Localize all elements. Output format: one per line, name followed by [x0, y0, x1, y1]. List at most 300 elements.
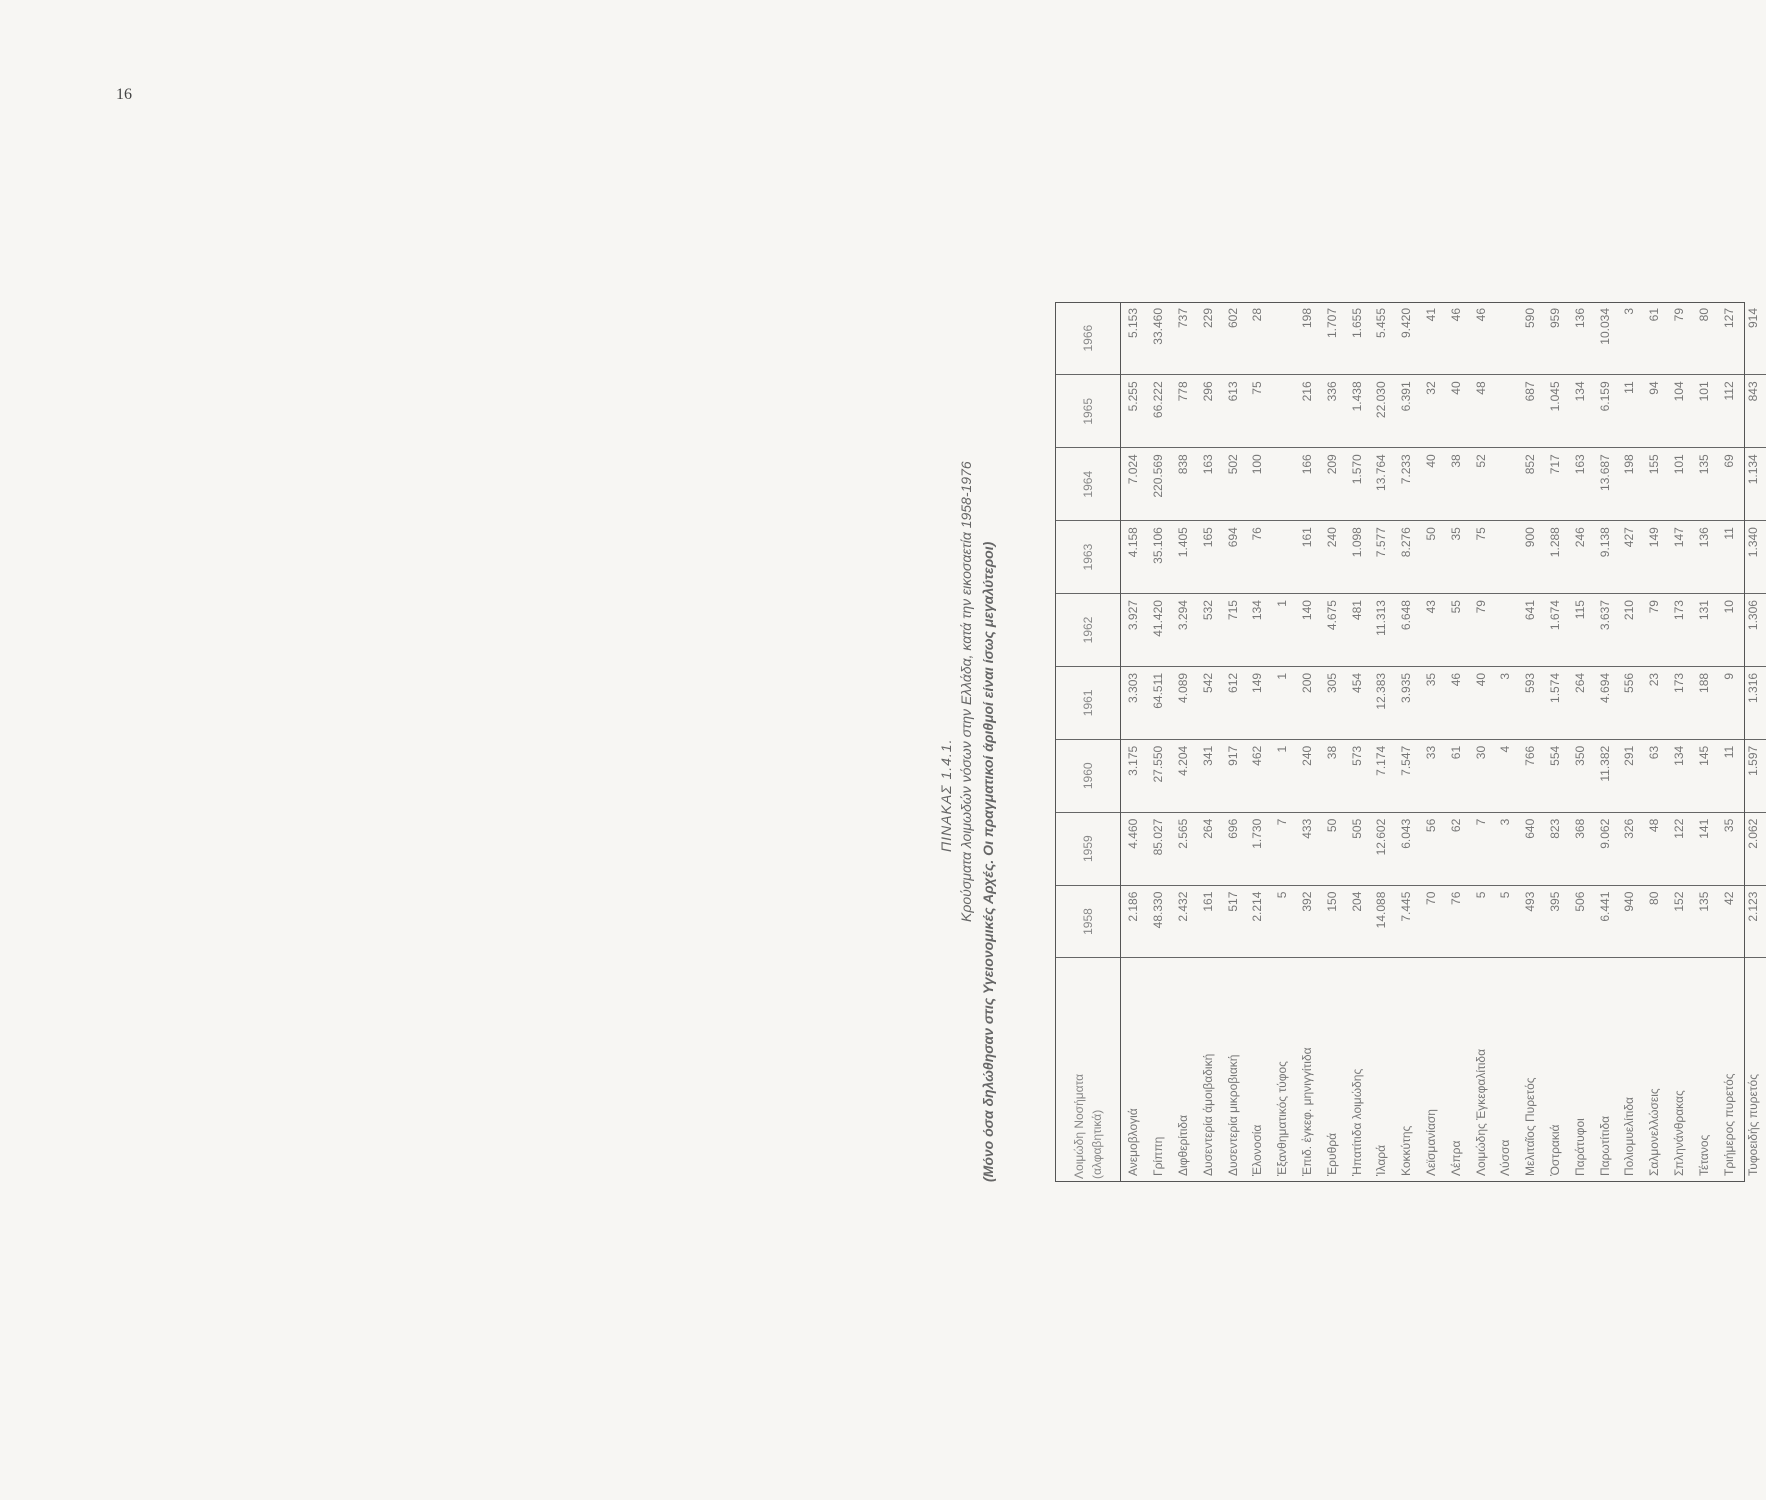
case-count-1962: 79 — [1468, 594, 1493, 667]
table-row — [1667, 302, 1692, 1182]
case-count-1961: 3 — [1493, 666, 1518, 739]
disease-name: Σπληνάνθρακας — [1667, 958, 1692, 1182]
year-header-1962: 1962 — [1055, 594, 1121, 667]
case-count-1959: 640 — [1518, 812, 1543, 885]
case-count-1961: 612 — [1220, 666, 1245, 739]
year-header-1964: 1964 — [1055, 448, 1121, 521]
case-count-1963: 7.577 — [1369, 521, 1394, 594]
case-count-1958: 395 — [1543, 885, 1568, 958]
case-count-1959: 433 — [1295, 812, 1320, 885]
case-count-1963: 8.276 — [1394, 521, 1419, 594]
case-count-1964: 838 — [1171, 448, 1196, 521]
case-count-1964: 502 — [1220, 448, 1245, 521]
table-captions — [930, 302, 1055, 1182]
case-count-1961: 35 — [1419, 666, 1444, 739]
table-row — [1369, 302, 1394, 1182]
disease-name: Διφθερίτιδα — [1171, 958, 1196, 1182]
case-count-1962: 55 — [1443, 594, 1468, 667]
disease-name: Λοιμώδης Ἐγκεφαλίτιδα — [1468, 958, 1493, 1182]
case-count-1960: 1 — [1270, 739, 1295, 812]
case-count-1961: 556 — [1617, 666, 1642, 739]
table-row — [1468, 302, 1493, 1182]
disease-name: Ἐπιδ. ἐγκεφ. μηνιγγίτιδα — [1295, 958, 1320, 1182]
case-count-1963: 11 — [1716, 521, 1741, 594]
case-count-1961: 1.316 — [1741, 666, 1766, 739]
case-count-1966: 61 — [1642, 302, 1667, 375]
case-count-1964: 166 — [1295, 448, 1320, 521]
case-count-1962: 134 — [1245, 594, 1270, 667]
case-count-1959: 264 — [1195, 812, 1220, 885]
case-count-1960: 30 — [1468, 739, 1493, 812]
case-count-1962: 41.420 — [1146, 594, 1171, 667]
case-count-1960: 291 — [1617, 739, 1642, 812]
case-count-1958: 506 — [1567, 885, 1592, 958]
case-count-1963: 35.106 — [1146, 521, 1171, 594]
case-count-1958: 940 — [1617, 885, 1642, 958]
table-row — [1716, 302, 1741, 1182]
case-count-1963: 50 — [1419, 521, 1444, 594]
case-count-1959: 7 — [1468, 812, 1493, 885]
case-count-1963: 35 — [1443, 521, 1468, 594]
case-count-1961: 593 — [1518, 666, 1543, 739]
year-header-1963: 1963 — [1055, 521, 1121, 594]
disease-name: Ανεμοβλογιά — [1121, 958, 1146, 1182]
case-count-1960: 462 — [1245, 739, 1270, 812]
case-count-1959: 6.043 — [1394, 812, 1419, 885]
case-count-1959: 505 — [1344, 812, 1369, 885]
case-count-1966: 3 — [1617, 302, 1642, 375]
case-count-1958: 42 — [1716, 885, 1741, 958]
case-count-1966: 136 — [1567, 302, 1592, 375]
case-count-1960: 33 — [1419, 739, 1444, 812]
case-count-1964: 69 — [1716, 448, 1741, 521]
disease-header-line1: Λοιμώδη Νοσήματα — [1071, 1073, 1086, 1179]
case-count-1961: 1.574 — [1543, 666, 1568, 739]
case-count-1963: 240 — [1319, 521, 1344, 594]
disease-name: Τέτανος — [1691, 958, 1716, 1182]
case-count-1958: 76 — [1443, 885, 1468, 958]
case-count-1958: 152 — [1667, 885, 1692, 958]
case-count-1961: 12.383 — [1369, 666, 1394, 739]
table-row — [1419, 302, 1444, 1182]
case-count-1960: 7.547 — [1394, 739, 1419, 812]
case-count-1963: 76 — [1245, 521, 1270, 594]
disease-name: Τυφοειδής πυρετός — [1741, 958, 1766, 1182]
year-header-1965: 1965 — [1055, 375, 1121, 448]
table-row — [1543, 302, 1568, 1182]
case-count-1965: 1.045 — [1543, 375, 1568, 448]
case-count-1959: 326 — [1617, 812, 1642, 885]
table-row — [1443, 302, 1468, 1182]
case-count-1962: 131 — [1691, 594, 1716, 667]
case-count-1961: 305 — [1319, 666, 1344, 739]
case-count-1963: 900 — [1518, 521, 1543, 594]
case-count-1962: 1 — [1270, 594, 1295, 667]
disease-name: Ἑλονοσία — [1245, 958, 1270, 1182]
table-subtitle: Κρούσματα λοιμωδών νόσων στην Ελλάδα, κατά την εικοσαετία 1958-1976 — [958, 461, 974, 922]
case-count-1959: 1.730 — [1245, 812, 1270, 885]
case-count-1962 — [1493, 594, 1518, 667]
disease-name: Κοκκύτης — [1394, 958, 1419, 1182]
case-count-1963: 246 — [1567, 521, 1592, 594]
case-count-1959: 696 — [1220, 812, 1245, 885]
case-count-1961: 64.511 — [1146, 666, 1171, 739]
table-note: (Μόνο όσα δηλώθησαν στις Υγειονομικές Αρχές. Οι πραγματικοί άριθμοί είναι ίσως μεγαλύτεροι) — [980, 541, 996, 1182]
case-count-1959: 4.460 — [1121, 812, 1146, 885]
disease-name: Ἱλαρά — [1369, 958, 1394, 1182]
case-count-1965 — [1493, 375, 1518, 448]
case-count-1960: 3.175 — [1121, 739, 1146, 812]
case-count-1960: 63 — [1642, 739, 1667, 812]
case-count-1962: 10 — [1716, 594, 1741, 667]
case-count-1963: 9.138 — [1592, 521, 1617, 594]
case-count-1958: 70 — [1419, 885, 1444, 958]
case-count-1959: 9.062 — [1592, 812, 1617, 885]
table-row — [1270, 302, 1295, 1182]
case-count-1958: 80 — [1642, 885, 1667, 958]
case-count-1962: 140 — [1295, 594, 1320, 667]
case-count-1958: 135 — [1691, 885, 1716, 958]
table-row — [1195, 302, 1220, 1182]
case-count-1960: 4.204 — [1171, 739, 1196, 812]
disease-name: Ἐξανθηματικός τύφος — [1270, 958, 1295, 1182]
case-count-1958: 6.441 — [1592, 885, 1617, 958]
case-count-1964: 13.687 — [1592, 448, 1617, 521]
case-count-1962: 715 — [1220, 594, 1245, 667]
case-count-1965: 22.030 — [1369, 375, 1394, 448]
case-count-1965: 134 — [1567, 375, 1592, 448]
case-count-1958: 48.330 — [1146, 885, 1171, 958]
case-count-1965: 296 — [1195, 375, 1220, 448]
case-count-1962: 43 — [1419, 594, 1444, 667]
table-row — [1642, 302, 1667, 1182]
case-count-1958: 2.214 — [1245, 885, 1270, 958]
case-count-1963 — [1270, 521, 1295, 594]
case-count-1962: 173 — [1667, 594, 1692, 667]
case-count-1961: 46 — [1443, 666, 1468, 739]
disease-name: Ἡπατίτιδα λοιμώδης — [1344, 958, 1369, 1182]
case-count-1962: 11.313 — [1369, 594, 1394, 667]
case-count-1958: 204 — [1344, 885, 1369, 958]
disease-name: Γρίππη — [1146, 958, 1171, 1182]
case-count-1964: 13.764 — [1369, 448, 1394, 521]
disease-header-line2: (αλφαβητικά) — [1089, 1109, 1104, 1179]
case-count-1965: 11 — [1617, 375, 1642, 448]
case-count-1959: 62 — [1443, 812, 1468, 885]
year-header-1966: 1966 — [1055, 302, 1121, 375]
disease-name: Τριήμερος πυρετός — [1716, 958, 1741, 1182]
case-count-1960: 145 — [1691, 739, 1716, 812]
case-count-1960: 134 — [1667, 739, 1692, 812]
case-count-1960: 350 — [1567, 739, 1592, 812]
disease-name: Παρωτίτιδα — [1592, 958, 1617, 1182]
case-count-1961: 454 — [1344, 666, 1369, 739]
case-count-1960: 61 — [1443, 739, 1468, 812]
case-count-1960: 554 — [1543, 739, 1568, 812]
case-count-1966: 1.655 — [1344, 302, 1369, 375]
table-row — [1121, 302, 1146, 1182]
case-count-1962: 3.294 — [1171, 594, 1196, 667]
case-count-1966: 5.455 — [1369, 302, 1394, 375]
case-count-1958: 14.088 — [1369, 885, 1394, 958]
disease-name: Μελιταῖος Πυρετός — [1518, 958, 1543, 1182]
case-count-1959: 35 — [1716, 812, 1741, 885]
case-count-1960: 917 — [1220, 739, 1245, 812]
case-count-1963: 1.098 — [1344, 521, 1369, 594]
case-count-1959: 85.027 — [1146, 812, 1171, 885]
case-count-1962: 641 — [1518, 594, 1543, 667]
case-count-1966: 914 — [1741, 302, 1766, 375]
case-count-1966: 127 — [1716, 302, 1741, 375]
case-count-1960: 4 — [1493, 739, 1518, 812]
table-title: ΠΙΝΑΚΑΣ 1.4.1. — [938, 738, 954, 852]
case-count-1964: 209 — [1319, 448, 1344, 521]
case-count-1962: 1.674 — [1543, 594, 1568, 667]
case-count-1961: 4.089 — [1171, 666, 1196, 739]
case-count-1964: 52 — [1468, 448, 1493, 521]
disease-column-header — [1055, 958, 1121, 1182]
case-count-1965: 216 — [1295, 375, 1320, 448]
case-count-1961: 9 — [1716, 666, 1741, 739]
case-count-1958: 2.432 — [1171, 885, 1196, 958]
case-count-1962: 115 — [1567, 594, 1592, 667]
table-row — [1741, 302, 1766, 1182]
case-count-1961: 23 — [1642, 666, 1667, 739]
case-count-1963 — [1493, 521, 1518, 594]
case-count-1961: 1 — [1270, 666, 1295, 739]
disease-name: Σαλμονελλώσεις — [1642, 958, 1667, 1182]
case-count-1960: 766 — [1518, 739, 1543, 812]
case-count-1964: 101 — [1667, 448, 1692, 521]
case-count-1965: 1.438 — [1344, 375, 1369, 448]
rotated-table-page — [930, 302, 1761, 1182]
year-header-1959: 1959 — [1055, 812, 1121, 885]
case-count-1964: 1.134 — [1741, 448, 1766, 521]
case-count-1966 — [1270, 302, 1295, 375]
case-count-1960: 240 — [1295, 739, 1320, 812]
case-count-1965: 94 — [1642, 375, 1667, 448]
case-count-1965: 104 — [1667, 375, 1692, 448]
case-count-1958: 7.445 — [1394, 885, 1419, 958]
case-count-1958: 5 — [1468, 885, 1493, 958]
case-count-1965: 5.255 — [1121, 375, 1146, 448]
case-count-1964: 198 — [1617, 448, 1642, 521]
disease-name: Λύσσα — [1493, 958, 1518, 1182]
disease-name: Ἐρυθρά — [1319, 958, 1344, 1182]
case-count-1961: 264 — [1567, 666, 1592, 739]
case-count-1964: 100 — [1245, 448, 1270, 521]
case-count-1961: 200 — [1295, 666, 1320, 739]
case-count-1961: 188 — [1691, 666, 1716, 739]
table-row — [1493, 302, 1518, 1182]
table-row — [1171, 302, 1196, 1182]
year-header-1961: 1961 — [1055, 666, 1121, 739]
infectious-diseases-table — [1055, 302, 1766, 1182]
case-count-1966: 28 — [1245, 302, 1270, 375]
case-count-1966: 80 — [1691, 302, 1716, 375]
case-count-1964: 40 — [1419, 448, 1444, 521]
case-count-1965: 6.391 — [1394, 375, 1419, 448]
case-count-1958: 5 — [1270, 885, 1295, 958]
table-row — [1146, 302, 1171, 1182]
case-count-1960: 341 — [1195, 739, 1220, 812]
case-count-1959: 368 — [1567, 812, 1592, 885]
case-count-1960: 11.382 — [1592, 739, 1617, 812]
case-count-1960: 573 — [1344, 739, 1369, 812]
case-count-1964: 38 — [1443, 448, 1468, 521]
case-count-1965: 613 — [1220, 375, 1245, 448]
case-count-1964: 852 — [1518, 448, 1543, 521]
case-count-1961: 149 — [1245, 666, 1270, 739]
case-count-1964: 7.233 — [1394, 448, 1419, 521]
case-count-1958: 150 — [1319, 885, 1344, 958]
case-count-1964 — [1493, 448, 1518, 521]
case-count-1963: 149 — [1642, 521, 1667, 594]
case-count-1963: 165 — [1195, 521, 1220, 594]
table-row — [1518, 302, 1543, 1182]
case-count-1959: 122 — [1667, 812, 1692, 885]
case-count-1959: 3 — [1493, 812, 1518, 885]
case-count-1964: 163 — [1195, 448, 1220, 521]
table-row — [1567, 302, 1592, 1182]
case-count-1966: 959 — [1543, 302, 1568, 375]
case-count-1966: 5.153 — [1121, 302, 1146, 375]
disease-name: Ὀστρακιά — [1543, 958, 1568, 1182]
case-count-1962: 4.675 — [1319, 594, 1344, 667]
table-row — [1592, 302, 1617, 1182]
year-header-1958: 1958 — [1055, 885, 1121, 958]
case-count-1966: 46 — [1443, 302, 1468, 375]
case-count-1960: 1.597 — [1741, 739, 1766, 812]
case-count-1959: 141 — [1691, 812, 1716, 885]
table-row — [1617, 302, 1642, 1182]
case-count-1959: 48 — [1642, 812, 1667, 885]
case-count-1965: 75 — [1245, 375, 1270, 448]
case-count-1958: 5 — [1493, 885, 1518, 958]
case-count-1966: 10.034 — [1592, 302, 1617, 375]
table-row — [1295, 302, 1320, 1182]
case-count-1961: 3.303 — [1121, 666, 1146, 739]
case-count-1966: 41 — [1419, 302, 1444, 375]
case-count-1966: 198 — [1295, 302, 1320, 375]
disease-name: Δυσεντερία άμοιβαδική — [1195, 958, 1220, 1182]
case-count-1960: 27.550 — [1146, 739, 1171, 812]
case-count-1965: 336 — [1319, 375, 1344, 448]
case-count-1958: 2.123 — [1741, 885, 1766, 958]
page-number: 16 — [116, 86, 132, 103]
case-count-1963: 694 — [1220, 521, 1245, 594]
case-count-1965: 687 — [1518, 375, 1543, 448]
table-header — [1055, 302, 1121, 1182]
disease-name: Παράτυφοι — [1567, 958, 1592, 1182]
case-count-1961: 542 — [1195, 666, 1220, 739]
case-count-1965: 66.222 — [1146, 375, 1171, 448]
case-count-1959: 56 — [1419, 812, 1444, 885]
case-count-1961: 3.935 — [1394, 666, 1419, 739]
case-count-1964: 220.569 — [1146, 448, 1171, 521]
case-count-1959: 2.062 — [1741, 812, 1766, 885]
case-count-1964: 155 — [1642, 448, 1667, 521]
case-count-1966: 1.707 — [1319, 302, 1344, 375]
case-count-1959: 50 — [1319, 812, 1344, 885]
case-count-1965: 778 — [1171, 375, 1196, 448]
disease-name: Λέπρα — [1443, 958, 1468, 1182]
case-count-1962: 532 — [1195, 594, 1220, 667]
case-count-1964 — [1270, 448, 1295, 521]
case-count-1959: 12.602 — [1369, 812, 1394, 885]
case-count-1958: 517 — [1220, 885, 1245, 958]
case-count-1963: 4.158 — [1121, 521, 1146, 594]
case-count-1965: 843 — [1741, 375, 1766, 448]
case-count-1965: 48 — [1468, 375, 1493, 448]
case-count-1961: 173 — [1667, 666, 1692, 739]
disease-name: Λεϊσμανίαση — [1419, 958, 1444, 1182]
table-row — [1245, 302, 1270, 1182]
disease-name: Πολιομυελίτιδα — [1617, 958, 1642, 1182]
case-count-1958: 493 — [1518, 885, 1543, 958]
case-count-1959: 823 — [1543, 812, 1568, 885]
case-count-1966 — [1493, 302, 1518, 375]
case-count-1966: 46 — [1468, 302, 1493, 375]
disease-name: Δυσεντερία μικροβιακή — [1220, 958, 1245, 1182]
case-count-1966: 602 — [1220, 302, 1245, 375]
case-count-1959: 2.565 — [1171, 812, 1196, 885]
case-count-1966: 229 — [1195, 302, 1220, 375]
case-count-1964: 7.024 — [1121, 448, 1146, 521]
table-row — [1344, 302, 1369, 1182]
case-count-1963: 75 — [1468, 521, 1493, 594]
case-count-1966: 590 — [1518, 302, 1543, 375]
case-count-1963: 161 — [1295, 521, 1320, 594]
case-count-1959: 7 — [1270, 812, 1295, 885]
case-count-1960: 38 — [1319, 739, 1344, 812]
case-count-1966: 79 — [1667, 302, 1692, 375]
case-count-1962: 6.648 — [1394, 594, 1419, 667]
case-count-1962: 481 — [1344, 594, 1369, 667]
case-count-1962: 3.637 — [1592, 594, 1617, 667]
case-count-1964: 135 — [1691, 448, 1716, 521]
case-count-1963: 1.405 — [1171, 521, 1196, 594]
case-count-1963: 136 — [1691, 521, 1716, 594]
case-count-1964: 717 — [1543, 448, 1568, 521]
case-count-1966: 33.460 — [1146, 302, 1171, 375]
case-count-1962: 79 — [1642, 594, 1667, 667]
case-count-1966: 9.420 — [1394, 302, 1419, 375]
case-count-1963: 427 — [1617, 521, 1642, 594]
case-count-1966: 737 — [1171, 302, 1196, 375]
case-count-1962: 3.927 — [1121, 594, 1146, 667]
table-row — [1394, 302, 1419, 1182]
table-row — [1319, 302, 1344, 1182]
case-count-1963: 147 — [1667, 521, 1692, 594]
case-count-1965: 40 — [1443, 375, 1468, 448]
case-count-1965: 101 — [1691, 375, 1716, 448]
header-row — [1055, 302, 1121, 1182]
case-count-1963: 1.340 — [1741, 521, 1766, 594]
case-count-1965 — [1270, 375, 1295, 448]
case-count-1961: 4.694 — [1592, 666, 1617, 739]
case-count-1958: 392 — [1295, 885, 1320, 958]
case-count-1962: 210 — [1617, 594, 1642, 667]
table-body — [1121, 302, 1766, 1182]
case-count-1958: 2.186 — [1121, 885, 1146, 958]
case-count-1960: 11 — [1716, 739, 1741, 812]
table-row — [1691, 302, 1716, 1182]
case-count-1965: 6.159 — [1592, 375, 1617, 448]
case-count-1960: 7.174 — [1369, 739, 1394, 812]
case-count-1963: 1.288 — [1543, 521, 1568, 594]
year-header-1960: 1960 — [1055, 739, 1121, 812]
